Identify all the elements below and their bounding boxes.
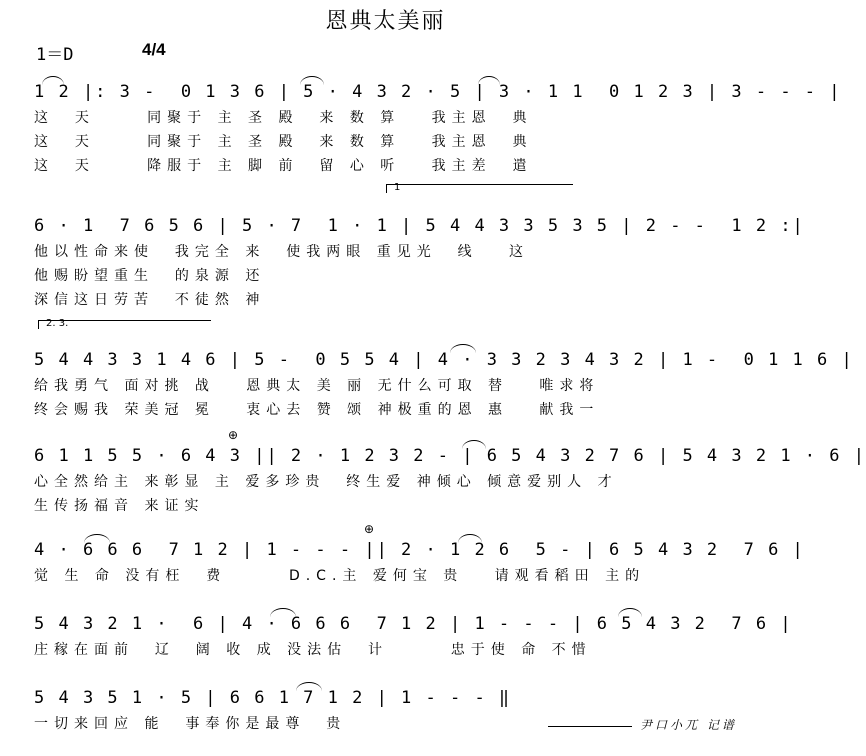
notation-line: 5 4 3 2 1 · 6 | 4 · 6 6 6 7 1 2 | 1 - - - | 6 5 4 3 2 7 6 | [34, 614, 793, 634]
lyric-verse-1: 觉 生 命 没有枉 费 D.C.主 爱何宝 贵 请观看稻田 主的 [34, 568, 646, 584]
lyric-verse-1: 心全然给主 来彰显 主 爱多珍贵 终生爱 神倾心 倾意爱别人 才 [34, 474, 618, 490]
notation-line: 5 4 3 5 1 · 5 | 6 6 1 7 1 2 | 1 - - - ‖ [34, 688, 512, 708]
lyric-verse-1: 一切来回应 能 事奉你是最尊 贵 [34, 716, 347, 732]
coda-sign: ⊕ [364, 522, 375, 536]
notation-line: 6 · 1 7 6 5 6 | 5 · 7 1 · 1 | 5 4 4 3 3 5 3 5 | 2 - - 1 2 :| [34, 216, 805, 236]
lyric-verse-1: 庄稼在面前 辽 阔 收 成 没法估 计 忠于使 命 不惜 [34, 642, 592, 658]
lyric-verse-1: 这 天 同聚于 主 圣 殿 来 数 算 我主恩 典 [34, 110, 533, 126]
lyric-verse-3: 这 天 降服于 主 脚 前 留 心 听 我主差 遣 [34, 158, 533, 174]
lyric-verse-2: 这 天 同聚于 主 圣 殿 来 数 算 我主恩 典 [34, 134, 533, 150]
coda-sign: ⊕ [228, 428, 239, 442]
lyric-verse-2: 他赐盼望重生 的泉源 还 [34, 268, 266, 284]
lyric-verse-1: 给我勇气 面对挑 战 恩典太 美 丽 无什么可取 替 唯求将 [34, 378, 600, 394]
notation-line: 4 · 6 6 6 7 1 2 | 1 - - - || 2 · 1 2 6 5 - | 6 5 4 3 2 7 6 | [34, 540, 805, 560]
lyric-verse-1: 他以性命来使 我完全 来 使我两眼 重见光 线 这 [34, 244, 529, 260]
notation-line: 5 4 4 3 3 1 4 6 | 5 - 0 5 5 4 | 4 · 3 3 2 3 4 3 2 | 1 - 0 1 1 6 | [34, 350, 854, 370]
volta-label-1: 1 [394, 182, 401, 193]
volta-bracket-1 [386, 184, 573, 193]
lyric-verse-2: 终会赐我 荣美冠 冕 衷心去 赞 颂 神极重的恩 惠 献我一 [34, 402, 600, 418]
key-signature: 1＝D [36, 45, 74, 65]
volta-label-2: 2. 3. [46, 318, 69, 329]
song-title: 恩典太美丽 [325, 9, 446, 34]
time-signature: 4/4 [142, 40, 166, 59]
lyric-verse-2: 生传扬福音 来证实 [34, 498, 205, 514]
lyric-verse-3: 深信这日劳苦 不徒然 神 [34, 292, 266, 308]
notation-line: 1 2 |: 3 - 0 1 3 6 | 5 · 4 3 2 · 5 | 3 · 1 1 0 1 2 3 | 3 - - - | [34, 82, 842, 102]
notation-line: 6 1 1 5 5 · 6 4 3 || 2 · 1 2 3 2 - | 6 5 4 3 2 7 6 | 5 4 3 2 1 · 6 | [34, 446, 866, 466]
signature-rule [548, 726, 632, 727]
transcriber-signature: 尹口小兀 记谱 [640, 718, 737, 732]
